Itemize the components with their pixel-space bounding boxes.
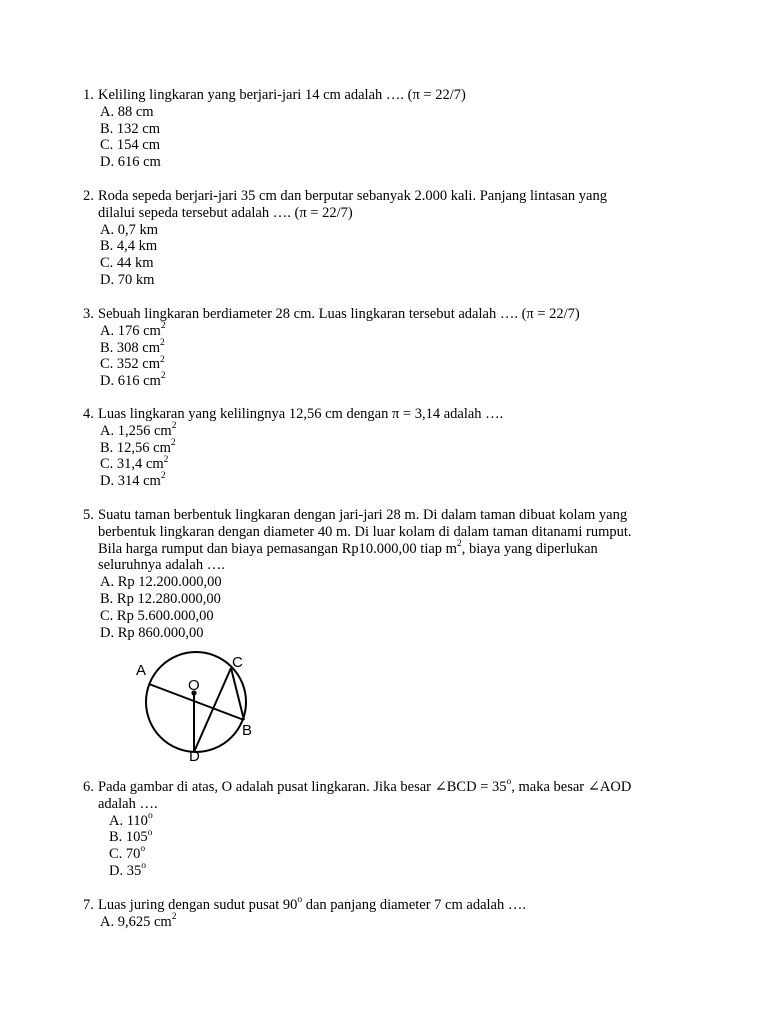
option-c: C. 44 km <box>100 255 154 272</box>
option-a: A. 110$^o$ <box>109 810 153 829</box>
label-c: C <box>232 654 243 671</box>
question-6: 6. Pada gambar di atas, O adalah pusat lingkaran. Jika besar ∠BCD = $35^o$, maka besar ∠AOD adalah …. A. 110$^o$ B. 105$^o$ C. 70$^o$ D. 35$^o$ <box>83 779 703 880</box>
question-text-cont: adalah …. <box>98 795 158 812</box>
label-d: D <box>189 748 200 765</box>
question-number: 1. <box>83 87 94 103</box>
label-o: O <box>188 677 200 694</box>
option-a: A. 1,256 $cm^2$ <box>100 420 177 439</box>
question-number: 4. <box>83 406 94 422</box>
question-text: Sebuah lingkaran berdiameter 28 cm. Luas lingkaran tersebut adalah …. (π = 22/7) <box>98 306 580 322</box>
question-5 <box>83 507 703 641</box>
option-b: B. 105$^o$ <box>109 827 153 846</box>
option-d: D. 70 km <box>100 271 155 288</box>
option-c: C. 352 $cm^2$ <box>100 354 165 373</box>
question-text: Suatu taman berbentuk lingkaran dengan jari-jari 28 m. Di dalam taman dibuat kolam yang <box>98 507 628 523</box>
question-number: 3. <box>83 306 94 322</box>
option-d: D. 314 $cm^2$ <box>100 471 166 490</box>
circle-diagram <box>128 648 268 768</box>
question-text: Roda sepeda berjari-jari 35 cm dan berputar sebanyak 2.000 kali. Panjang lintasan yang <box>98 188 607 204</box>
option-b: B. 308 $cm^2$ <box>100 337 165 356</box>
question-1 <box>83 87 703 171</box>
label-b: B <box>242 722 253 739</box>
option-b: B. Rp 12.280.000,00 <box>100 590 221 607</box>
option-b: B. 12,56 $cm^2$ <box>100 437 176 456</box>
question-number: 6. <box>83 779 94 795</box>
option-c: C. Rp 5.600.000,00 <box>100 607 214 624</box>
question-text-cont: seluruhnya adalah …. <box>98 557 225 574</box>
question-text-cont: dilalui sepeda tersebut adalah …. (π = 22/7) <box>98 204 353 221</box>
option-d: D. 616 cm <box>100 154 161 171</box>
question-text-cont: Bila harga rumput dan biaya pemasangan Rp10.000,00 tiap $m^2$, biaya yang diperlukan <box>98 538 598 557</box>
option-a: A. 88 cm <box>100 103 154 120</box>
option-b: B. 132 cm <box>100 120 161 137</box>
option-d: D. Rp 860.000,00 <box>100 624 204 641</box>
question-number: 5. <box>83 507 94 523</box>
label-a: A <box>136 662 147 679</box>
question-text: Luas lingkaran yang kelilingnya 12,56 cm dengan π = 3,14 adalah …. <box>98 406 504 422</box>
question-text-cont: berbentuk lingkaran dengan diameter 40 m. Di luar kolam di dalam taman ditanami rumput. <box>98 523 632 540</box>
question-3 <box>83 306 703 390</box>
option-a: A. 0,7 km <box>100 221 158 238</box>
option-a: A. 176 $cm^2$ <box>100 320 166 339</box>
option-c: C. 31,4 $cm^2$ <box>100 454 169 473</box>
option-d: D. 35$^o$ <box>109 861 146 879</box>
option-a: A. 9,625 $cm^2$ <box>100 911 177 930</box>
question-2 <box>83 188 703 289</box>
question-7: 7. Luas juring dengan sudut pusat 90$^o$ dan panjang diameter 7 cm adalah …. A. 9,625 $cm^2$ <box>83 897 703 931</box>
option-c: C. 70$^o$ <box>109 844 146 863</box>
option-a: A. Rp 12.200.000,00 <box>100 574 222 591</box>
question-number: 7. <box>83 897 94 913</box>
option-c: C. 154 cm <box>100 137 161 154</box>
option-d: D. 616 $cm^2$ <box>100 371 166 390</box>
question-text: Keliling lingkaran yang berjari-jari 14 cm adalah …. (π = 22/7) <box>98 87 466 103</box>
question-number: 2. <box>83 188 94 204</box>
question-4 <box>83 406 703 490</box>
option-b: B. 4,4 km <box>100 238 158 255</box>
circle-figure <box>128 648 268 768</box>
